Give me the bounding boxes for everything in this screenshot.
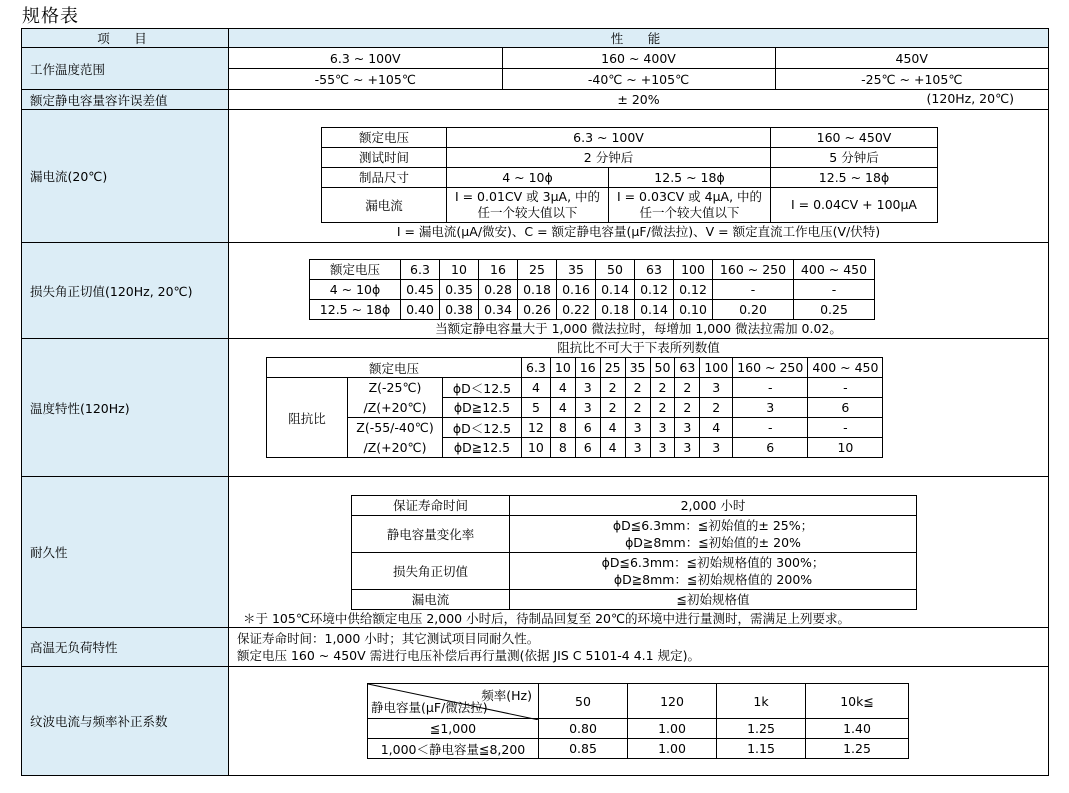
ripple-diagonal-header: [368, 684, 539, 719]
tc-value-cell: 4: [600, 438, 625, 458]
ripple-table: [367, 683, 909, 759]
tan-head-cell: 160 ~ 250: [713, 259, 794, 279]
leak-c1b: 任一个较大值以下: [477, 204, 578, 220]
tc-value-cell: 2: [650, 378, 675, 398]
leak-size: 制品尺寸: [322, 167, 447, 187]
leak-s3: 12.5 ~ 18ϕ: [771, 167, 938, 187]
tc-ratio: 阻抗比: [267, 378, 348, 458]
tan-head-cell: 额定电压: [310, 259, 401, 279]
tc-value-cell: 4: [600, 418, 625, 438]
endurance-table: [351, 495, 917, 610]
temp-range-label: 工作温度范围: [22, 48, 229, 90]
ripple-value-cell: 0.85: [539, 739, 628, 759]
tolerance-value: ± 20%: [617, 92, 660, 107]
temp-range-table: [229, 48, 1048, 89]
tc-value-cell: 2: [675, 378, 700, 398]
tc-volt-cell: 16: [575, 358, 600, 378]
tc-value-cell: 3: [625, 438, 650, 458]
leak-test-time: 测试时间: [322, 147, 447, 167]
shelf-line-1: 保证寿命时间：1,000 小时；其它测试项目同耐久性。: [237, 631, 540, 646]
tc-value-cell: 6: [733, 438, 808, 458]
tan-cell: 0.12: [635, 279, 674, 299]
spec-table: [21, 28, 1049, 776]
ripple-value-cell: 0.80: [539, 719, 628, 739]
tc-value-cell: -: [733, 378, 808, 398]
tc-value-cell: 3: [700, 438, 733, 458]
leak-rated-voltage: 额定电压: [322, 127, 447, 147]
tc-volt-cell: 25: [600, 358, 625, 378]
ripple-value-cell: 1.25: [806, 739, 909, 759]
leak-c2b: 任一个较大值以下: [639, 204, 740, 220]
tc-value-cell: 6: [575, 438, 600, 458]
tan-cell: 0.34: [479, 299, 518, 319]
leak-c2a: I = 0.03CV 或 4μA, 中的: [616, 188, 763, 204]
ripple-freq-label: 频率(Hz): [481, 688, 532, 703]
tan-cell: 0.35: [440, 279, 479, 299]
tc-volt-cell: 35: [625, 358, 650, 378]
temp-voltage-2: 160 ~ 400V: [502, 48, 775, 69]
tc-diameter-cell: ϕD＜12.5: [443, 378, 522, 398]
tan-note: 当额定静电容量大于 1,000 微法拉时，每增加 1,000 微法拉需加 0.02。: [435, 320, 842, 336]
tan-cell: 0.40: [401, 299, 440, 319]
leakage-note: I = 漏电流(μA/微安)、C = 额定静电容量(μF/微法拉)、V = 额定直流工作电压(V/伏特): [396, 223, 881, 239]
header-item: 项 目: [22, 29, 229, 48]
tan-cell: -: [713, 279, 794, 299]
tc-value-cell: 3: [675, 418, 700, 438]
ripple-value-cell: 1.15: [717, 739, 806, 759]
ripple-value-cell: 1.25: [717, 719, 806, 739]
end-cap: 静电容量变化率: [352, 515, 510, 552]
temp-range-2: -40℃ ~ +105℃: [502, 69, 775, 90]
tc-value-cell: 3: [700, 378, 733, 398]
tan-head-cell: 50: [596, 259, 635, 279]
tc-z2b: /Z(+20℃): [348, 438, 443, 458]
tc-z1b: /Z(+20℃): [348, 398, 443, 418]
tc-value-cell: 3: [733, 398, 808, 418]
tc-value-cell: -: [808, 418, 883, 438]
end-tan-v2: ϕD≧8mm：≦初始规格值的 200%: [613, 571, 813, 587]
tan-cell: 0.38: [440, 299, 479, 319]
ripple-value-cell: 1.00: [628, 719, 717, 739]
end-tan: 损失角正切值: [352, 552, 510, 589]
tan-cell: -: [794, 279, 875, 299]
temp-range-row: [22, 48, 1049, 90]
tan-cell: 0.14: [635, 299, 674, 319]
tan-cell: 0.10: [674, 299, 713, 319]
tc-value-cell: 2: [650, 398, 675, 418]
tc-value-cell: 2: [675, 398, 700, 418]
tan-cell: 0.25: [794, 299, 875, 319]
tc-diameter-cell: ϕD≧12.5: [443, 398, 522, 418]
tc-value-cell: 5: [522, 398, 551, 418]
temp-voltage-3: 450V: [775, 48, 1048, 69]
tc-volt-cell: 50: [650, 358, 675, 378]
tan-cell: 4 ~ 10ϕ: [310, 279, 401, 299]
ripple-value-cell: 1.40: [806, 719, 909, 739]
endurance-label: 耐久性: [22, 477, 229, 628]
tolerance-label: 额定静电容量容许误差值: [22, 90, 229, 110]
leakage-label: 漏电流(20℃): [22, 110, 229, 243]
leak-c3: I = 0.04CV + 100μA: [771, 187, 938, 222]
tolerance-row: [22, 90, 1049, 110]
shelf-line-2: 额定电压 160 ~ 450V 需进行电压补偿后再行量测(依据 JIS C 5101-4 4.1 规定)。: [237, 648, 700, 663]
tc-z1: Z(-25℃): [348, 378, 443, 398]
tan-cell: 0.20: [713, 299, 794, 319]
tc-value-cell: 2: [625, 378, 650, 398]
tan-cell: 0.16: [557, 279, 596, 299]
ripple-value-cell: 1.00: [628, 739, 717, 759]
end-cap-v1: ϕD≦6.3mm：≦初始值的± 25%；: [612, 517, 814, 533]
tan-cell: 0.12: [674, 279, 713, 299]
tempchar-label: 温度特性(120Hz): [22, 339, 229, 477]
tan-cell: 0.22: [557, 299, 596, 319]
tan-row: [22, 243, 1049, 339]
tc-value-cell: 3: [575, 398, 600, 418]
ripple-freq-cell: 120: [628, 684, 717, 719]
tc-value-cell: 10: [522, 438, 551, 458]
tc-value-cell: 2: [600, 398, 625, 418]
tan-cell: 0.18: [518, 279, 557, 299]
endurance-row: [22, 477, 1049, 628]
tan-cell: 0.18: [596, 299, 635, 319]
ripple-freq-cell: 10k≦: [806, 684, 909, 719]
tan-cell: 0.26: [518, 299, 557, 319]
header-row: [22, 29, 1049, 48]
tan-head-cell: 35: [557, 259, 596, 279]
tan-head-cell: 10: [440, 259, 479, 279]
ripple-freq-cell: 1k: [717, 684, 806, 719]
end-cap-v2: ϕD≧8mm：≦初始值的± 20%: [625, 534, 801, 550]
ripple-freq-cell: 50: [539, 684, 628, 719]
tan-head-cell: 16: [479, 259, 518, 279]
tempchar-caption: 阻抗比不可大于下表所列数值: [557, 340, 720, 355]
tc-value-cell: 2: [600, 378, 625, 398]
tan-cell: 0.28: [479, 279, 518, 299]
tc-value-cell: 4: [550, 378, 575, 398]
tc-rated: 额定电压: [267, 358, 522, 378]
tempchar-row: [22, 339, 1049, 477]
page-title: 规格表: [22, 6, 79, 27]
end-tan-v1: ϕD≦6.3mm：≦初始规格值的 300%；: [601, 554, 825, 570]
tan-head-cell: 6.3: [401, 259, 440, 279]
leak-v1: 6.3 ~ 100V: [447, 127, 771, 147]
tc-value-cell: 3: [625, 418, 650, 438]
leak-current: 漏电流: [322, 187, 447, 222]
tc-value-cell: 6: [575, 418, 600, 438]
leakage-table: [321, 127, 938, 223]
tan-cell: 0.45: [401, 279, 440, 299]
tc-value-cell: 3: [650, 418, 675, 438]
tc-value-cell: 10: [808, 438, 883, 458]
ripple-capacity-cell: ≦1,000: [368, 719, 539, 739]
ripple-capacity-label: 静电容量(μF/微法拉): [371, 700, 488, 715]
header-performance: 性 能: [229, 29, 1049, 48]
tc-z2: Z(-55/-40℃): [348, 418, 443, 438]
tc-value-cell: 3: [675, 438, 700, 458]
shelf-row: [22, 628, 1049, 667]
tc-value-cell: 4: [550, 398, 575, 418]
tempchar-table: [266, 357, 883, 458]
tc-value-cell: 2: [700, 398, 733, 418]
tc-value-cell: 3: [650, 438, 675, 458]
leak-t1: 2 分钟后: [447, 147, 771, 167]
tan-head-cell: 63: [635, 259, 674, 279]
leak-c1a: I = 0.01CV 或 3μA, 中的: [454, 188, 601, 204]
tc-value-cell: 6: [808, 398, 883, 418]
tc-volt-cell: 160 ~ 250: [733, 358, 808, 378]
tan-cell: 12.5 ~ 18ϕ: [310, 299, 401, 319]
tc-value-cell: 4: [522, 378, 551, 398]
temp-voltage-1: 6.3 ~ 100V: [329, 50, 401, 66]
leak-v2: 160 ~ 450V: [771, 127, 938, 147]
end-leak: 漏电流: [352, 589, 510, 609]
tc-volt-cell: 10: [550, 358, 575, 378]
leak-s1: 4 ~ 10ϕ: [447, 167, 609, 187]
tc-value-cell: 8: [550, 438, 575, 458]
leakage-row: [22, 110, 1049, 243]
ripple-row: [22, 667, 1049, 776]
tc-value-cell: -: [808, 378, 883, 398]
tc-value-cell: 4: [700, 418, 733, 438]
end-life-value: 2,000 小时: [510, 495, 917, 515]
tc-volt-cell: 63: [675, 358, 700, 378]
ripple-label: 纹波电流与频率补正系数: [22, 667, 229, 776]
end-leak-value: ≦初始规格值: [510, 589, 917, 609]
tan-label: 损失角正切值(120Hz, 20℃): [22, 243, 229, 339]
ripple-capacity-cell: 1,000＜静电容量≦8,200: [368, 739, 539, 759]
tolerance-condition: (120Hz, 20℃): [926, 91, 1014, 106]
tan-head-cell: 25: [518, 259, 557, 279]
tan-cell: 0.14: [596, 279, 635, 299]
tc-volt-cell: 100: [700, 358, 733, 378]
shelf-label: 高温无负荷特性: [22, 628, 229, 667]
tc-volt-cell: 400 ~ 450: [808, 358, 883, 378]
tc-value-cell: 3: [575, 378, 600, 398]
end-life: 保证寿命时间: [352, 495, 510, 515]
tc-diameter-cell: ϕD≧12.5: [443, 438, 522, 458]
tan-head-cell: 400 ~ 450: [794, 259, 875, 279]
tc-volt-cell: 6.3: [522, 358, 551, 378]
tan-head-cell: 100: [674, 259, 713, 279]
tc-value-cell: 2: [625, 398, 650, 418]
tan-table: [309, 259, 875, 320]
leak-t2: 5 分钟后: [771, 147, 938, 167]
temp-range-1: -55℃ ~ +105℃: [229, 69, 502, 90]
temp-range-3: -25℃ ~ +105℃: [775, 69, 1048, 90]
endurance-note: ＊于 105℃环境中供给额定电压 2,000 小时后，待制品回复至 20℃的环境中进行量测时，需满足上列要求。: [243, 610, 851, 626]
tc-value-cell: 8: [550, 418, 575, 438]
tc-value-cell: -: [733, 418, 808, 438]
tc-diameter-cell: ϕD＜12.5: [443, 418, 522, 438]
leak-s2: 12.5 ~ 18ϕ: [609, 167, 771, 187]
tc-value-cell: 12: [522, 418, 551, 438]
